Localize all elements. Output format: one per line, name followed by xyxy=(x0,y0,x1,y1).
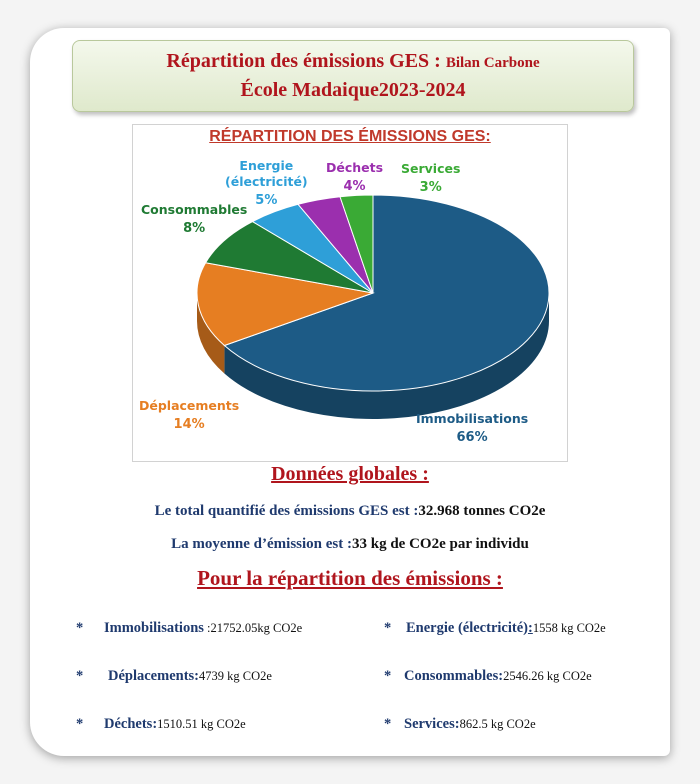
title-banner xyxy=(72,40,634,112)
breakdown-sep: : xyxy=(203,621,211,635)
label-deplacements xyxy=(139,398,239,433)
label-consommables-name: Consommables xyxy=(141,202,248,217)
breakdown-value: 2546.26 kg CO2e xyxy=(503,669,592,683)
label-dechets-pct: 4% xyxy=(343,179,366,194)
breakdown-item-dechets xyxy=(76,716,246,733)
breakdown-value: 862.5 kg CO2e xyxy=(459,717,536,731)
breakdown-heading: Pour la répartition des émissions : xyxy=(197,566,503,590)
total-label: Le total quantifié des émissions GES est : xyxy=(154,503,419,519)
label-immobilisations-name: Immobilisations xyxy=(416,411,529,426)
breakdown-value: 1510.51 kg CO2e xyxy=(157,717,246,731)
label-energie-line2: (électricité) xyxy=(225,174,308,189)
title-line-1 xyxy=(73,50,633,73)
breakdown-item-consommables xyxy=(384,668,592,685)
title-line-2: École Madaique2023-2024 xyxy=(240,79,466,101)
average-line xyxy=(0,536,700,553)
total-line xyxy=(0,503,700,520)
label-consommables xyxy=(141,202,247,237)
label-deplacements-name: Déplacements xyxy=(139,398,240,413)
breakdown-name: Consommables xyxy=(404,668,499,684)
global-heading: Données globales : xyxy=(271,463,429,485)
breakdown-sep: : xyxy=(527,620,533,636)
breakdown-sep: : xyxy=(152,716,158,732)
label-dechets-name: Déchets xyxy=(326,160,384,175)
label-immobilisations xyxy=(416,411,528,446)
bullet-icon: * xyxy=(384,668,392,684)
label-energie-pct: 5% xyxy=(255,193,278,208)
label-services-pct: 3% xyxy=(419,180,442,195)
bullet-icon: * xyxy=(384,716,392,732)
breakdown-name: Déplacements xyxy=(108,668,195,684)
breakdown-sep: : xyxy=(454,716,460,732)
label-energie-line1: Energie xyxy=(239,158,294,173)
breakdown-sep: : xyxy=(194,668,200,684)
title-main: Répartition des émissions GES : xyxy=(166,50,446,72)
breakdown-item-immobilisations xyxy=(76,620,302,637)
average-value: 33 kg de CO2e par individu xyxy=(351,536,529,552)
breakdown-name: Immobilisations xyxy=(104,620,204,636)
breakdown-item-services xyxy=(384,716,536,733)
breakdown-value: 21752.05kg CO2e xyxy=(210,621,303,635)
label-services-name: Services xyxy=(401,161,461,176)
breakdown-item-energie xyxy=(384,620,606,637)
breakdown-name: Déchets xyxy=(104,716,153,732)
label-consommables-pct: 8% xyxy=(183,221,206,236)
bullet-icon: * xyxy=(76,668,84,684)
bullet-icon: * xyxy=(76,620,84,636)
breakdown-item-deplacements xyxy=(76,668,272,685)
bullet-icon: * xyxy=(384,620,392,636)
breakdown-value: 4739 kg CO2e xyxy=(199,669,272,683)
chart-title: RÉPARTITION DES ÉMISSIONS GES: xyxy=(209,128,491,145)
label-deplacements-pct: 14% xyxy=(173,417,205,432)
breakdown-name: Services xyxy=(404,716,455,732)
label-immobilisations-pct: 66% xyxy=(456,430,488,445)
title-sub: Bilan Carbone xyxy=(445,55,540,71)
breakdown-name: Energie (électricité) xyxy=(406,620,528,636)
pie-chart xyxy=(132,124,568,462)
breakdown-sep: : xyxy=(498,668,504,684)
label-services xyxy=(401,161,460,196)
bullet-icon: * xyxy=(76,716,84,732)
average-label: La moyenne d’émission est : xyxy=(171,536,352,552)
breakdown-value: 1558 kg CO2e xyxy=(532,621,606,635)
label-dechets xyxy=(326,160,383,195)
total-value: 32.968 tonnes CO2e xyxy=(418,503,546,519)
